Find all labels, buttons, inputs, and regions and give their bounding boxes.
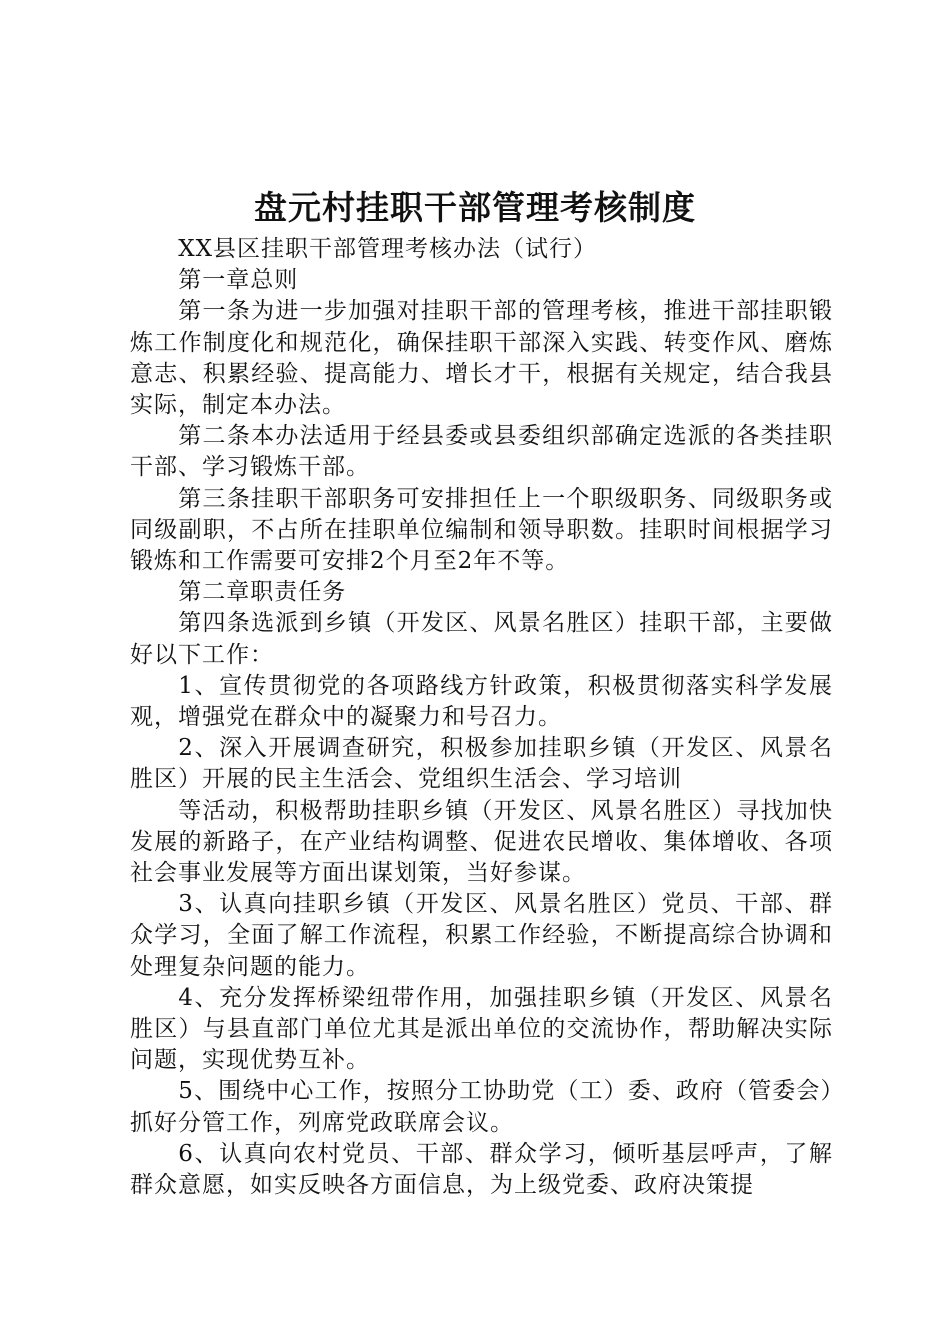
list-item-paragraph: 5、围绕中心工作，按照分工协助党（工）委、政府（管委会）抓好分管工作，列席党政联席会议。: [130, 1078, 833, 1136]
article-paragraph: 第二条本办法适用于经县委或县委组织部确定选派的各类挂职干部、学习锻炼干部。: [130, 423, 833, 481]
document-body: [130, 234, 833, 1201]
chapter-heading: 第二章职责任务: [178, 579, 347, 606]
article-paragraph: 第四条选派到乡镇（开发区、风景名胜区）挂职干部，主要做好以下工作：: [130, 610, 833, 668]
list-item-paragraph: 4、充分发挥桥梁纽带作用，加强挂职乡镇（开发区、风景名胜区）与县直部门单位尤其是派出单位的交流协作，帮助解决实际问题，实现优势互补。: [130, 984, 833, 1074]
list-item-paragraph: 等活动，积极帮助挂职乡镇（开发区、风景名胜区）寻找加快发展的新路子，在产业结构调整、促进农民增收、集体增收、各项社会事业发展等方面出谋划策，当好参谋。: [130, 797, 833, 887]
list-item-paragraph: 3、认真向挂职乡镇（开发区、风景名胜区）党员、干部、群众学习，全面了解工作流程，积累工作经验，不断提高综合协调和处理复杂问题的能力。: [130, 891, 833, 980]
list-item-paragraph: 6、认真向农村党员、干部、群众学习，倾听基层呼声，了解群众意愿，如实反映各方面信息，为上级党委、政府决策提: [130, 1140, 833, 1199]
chapter-heading: 第一章总则: [178, 267, 299, 294]
document-title: 盘元村挂职干部管理考核制度: [254, 188, 696, 227]
subtitle-paragraph: XX县区挂职干部管理考核办法（试行）: [178, 236, 598, 262]
article-paragraph: 第三条挂职干部职务可安排担任上一个职级职务、同级职务或同级副职，不占所在挂职单位编制和领导职数。挂职时间根据学习锻炼和工作需要可安排2个月至2年不等。: [130, 485, 833, 575]
list-item-paragraph: 1、宣传贯彻党的各项路线方针政策，积极贯彻落实科学发展观，增强党在群众中的凝聚力和号召力。: [130, 672, 833, 731]
article-paragraph: 第一条为进一步加强对挂职干部的管理考核，推进干部挂职锻炼工作制度化和规范化，确保挂职干部深入实践、转变作风、磨炼意志、积累经验、提高能力、增长才干，根据有关规定，结合我县实际，制定本办法。: [130, 298, 833, 419]
list-item-paragraph: 2、深入开展调查研究，积极参加挂职乡镇（开发区、风景名胜区）开展的民主生活会、党组织生活会、学习培训: [130, 735, 833, 793]
